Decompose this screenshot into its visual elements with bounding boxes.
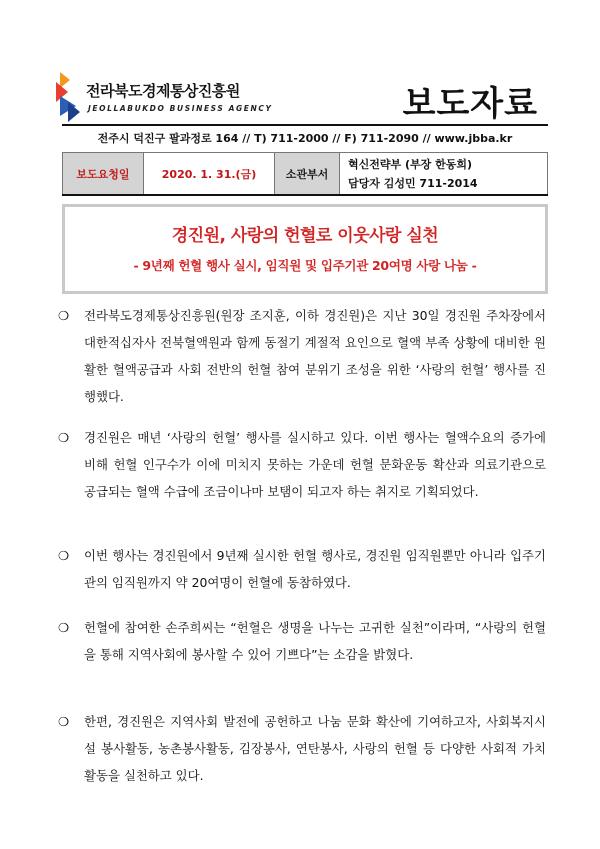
paragraph-text: 헌혈에 참여한 손주희씨는 “헌혈은 생명을 나누는 고귀한 실천”이라며, “사랑의 헌혈을 통해 지역사회에 봉사할 수 있어 기쁘다”는 소감을 밝혔다. [84,620,546,662]
paragraph-text: 한편, 경진원은 지역사회 발전에 공헌하고 나눔 문화 확산에 기여하고자, 사회복지시설 봉사활동, 농촌봉사활동, 김장봉사, 연탄봉사, 사랑의 헌혈 등 다양한 사회적 가치 활동을 실천하고 있다. [84,714,546,783]
org-name-kr: 전라북도경제통상진흥원 [86,82,240,100]
bullet-icon: ❍ [58,620,70,635]
paragraph-5 [58,708,546,789]
dept-info [340,153,548,196]
info-table [62,152,548,196]
headline-subtitle: - 9년째 헌혈 행사 실시, 임직원 및 입주기관 20여명 사랑 나눔 - [133,258,477,273]
bullet-icon: ❍ [58,548,70,563]
request-date-label: 보도요청일 [63,153,144,196]
paragraph-text: 경진원은 매년 ‘사랑의 헌혈’ 행사를 실시하고 있다. 이번 행사는 혈액수요의 증가에 비해 헌혈 인구수가 이에 미치지 못하는 가운데 헌혈 문화운동 확산과 의료기관으로 공급되는 혈액 수급에 조금이나마 보탬이 되고자 하는 취지로 기획되었다. [84,430,546,499]
paragraph-3 [58,542,546,596]
bullet-icon: ❍ [58,308,70,323]
headline-box [62,204,548,294]
paragraph-text: 이번 행사는 경진원에서 9년째 실시한 헌혈 행사로, 경진원 임직원뿐만 아니라 입주기관의 임직원까지 약 20여명이 헌혈에 동참하였다. [84,548,546,590]
paragraph-1 [58,302,546,410]
dept-label: 소관부서 [275,153,340,196]
bullet-icon: ❍ [58,714,70,729]
dept-line-2: 담당자 김성민 711-2014 [348,176,478,190]
paragraph-text: 전라북도경제통상진흥원(원장 조지훈, 이하 경진원)은 지난 30일 경진원 주차장에서 대한적십자사 전북혈액원과 함께 동절기 계절적 요인으로 혈액 부족 상황에 대비한 원활한 혈액공급과 사회 전반의 헌혈 참여 분위기 조성을 위한 ‘사랑의 헌혈’ 행사를 진행했다. [84,308,546,404]
bullet-icon: ❍ [58,430,70,445]
dept-line-1: 혁신전략부 (부장 한동희) [348,157,472,171]
address-line: 전주시 덕진구 팔과정로 164 // T) 711-2000 // F) 711-2090 // www.jbba.kr [62,124,548,153]
paragraph-4 [58,614,546,668]
doc-title: 보도자료 [402,84,538,124]
org-logo [52,72,312,126]
request-date-value: 2020. 1. 31.(금) [144,153,275,196]
org-name-en: JEOLLABUKDO BUSINESS AGENCY [88,104,273,113]
paragraph-2 [58,424,546,505]
headline-title: 경진원, 사랑의 헌혈로 이웃사랑 실천 [171,226,439,246]
org-logo-icon [52,72,82,124]
